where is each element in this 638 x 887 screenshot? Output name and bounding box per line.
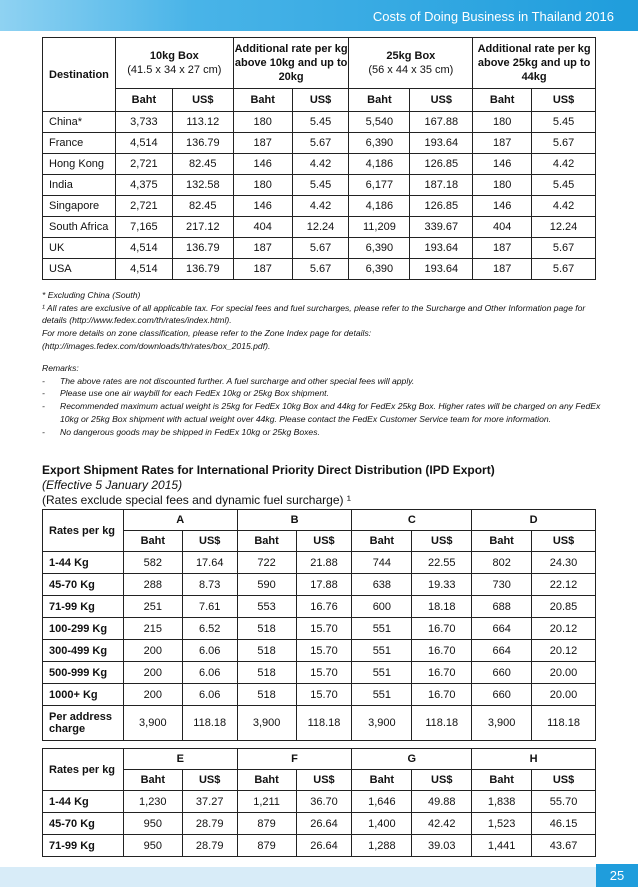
rate-cell: 5.45 — [532, 112, 596, 133]
currency-header: US$ — [532, 89, 596, 112]
rate-cell: 551 — [352, 640, 412, 662]
rate-cell: 15.70 — [296, 640, 352, 662]
group-title: 10kg Box — [149, 50, 199, 62]
section-title: Export Shipment Rates for International Priority Direct Distribution (IPD Export) — [42, 463, 495, 477]
footer-bar — [0, 867, 638, 887]
rate-cell: 590 — [237, 574, 296, 596]
remark-item: - Recommended maximum actual weight is 25kg for FedEx 10kg Box and 44kg for FedEx 25kg Box. Higher rates will be charged on any FedEx 10kg or 25kg Box shipment with actual weight over 44kg. Please contact the FedEx Customer Service team for more information. — [42, 400, 602, 425]
rate-cell: 638 — [352, 574, 412, 596]
remark-item: - The above rates are not discounted further. A fuel surcharge and other special fees will apply. — [42, 375, 602, 388]
rate-cell: 180 — [233, 112, 292, 133]
rate-cell: 6.52 — [182, 618, 237, 640]
table-row — [43, 706, 596, 741]
rate-cell: 4.42 — [292, 196, 349, 217]
footnote: (http://images.fedex.com/downloads/th/rates/box_2015.pdf). — [42, 340, 271, 351]
zone-header: H — [472, 749, 596, 770]
rate-cell: 12.24 — [292, 217, 349, 238]
table-row — [43, 640, 596, 662]
destination-cell: China* — [43, 112, 116, 133]
rate-cell: 5.45 — [532, 175, 596, 196]
currency-header: Baht — [233, 89, 292, 112]
rate-cell: 404 — [473, 217, 532, 238]
group-header — [349, 38, 473, 89]
rate-cell: 3,900 — [123, 706, 182, 741]
weight-band-label: 1-44 Kg — [43, 552, 124, 574]
rate-cell: 26.64 — [296, 813, 352, 835]
group-header — [233, 38, 349, 89]
weight-band-label: 71-99 Kg — [43, 596, 124, 618]
rate-cell: 4.42 — [532, 154, 596, 175]
rate-cell: 288 — [123, 574, 182, 596]
footnote: * Excluding China (South) — [42, 290, 141, 300]
rate-cell: 404 — [233, 217, 292, 238]
currency-header: US$ — [412, 531, 472, 552]
rate-cell: 16.70 — [412, 684, 472, 706]
table-row — [43, 112, 596, 133]
rate-cell: 17.88 — [296, 574, 352, 596]
rate-cell: 200 — [123, 684, 182, 706]
rate-cell: 16.70 — [412, 640, 472, 662]
rate-cell: 187 — [473, 259, 532, 280]
currency-header: US$ — [296, 531, 352, 552]
rate-cell: 3,900 — [237, 706, 296, 741]
table-row — [43, 684, 596, 706]
rate-cell: 5.67 — [292, 238, 349, 259]
weight-band-label: 1-44 Kg — [43, 791, 124, 813]
rate-cell: 16.76 — [296, 596, 352, 618]
rate-cell: 1,646 — [352, 791, 412, 813]
rate-cell: 187 — [233, 238, 292, 259]
page-number: 25 — [596, 864, 638, 887]
rate-cell: 187 — [473, 133, 532, 154]
rate-cell: 3,900 — [472, 706, 532, 741]
rate-cell: 339.67 — [410, 217, 473, 238]
rate-cell: 180 — [473, 175, 532, 196]
rate-cell: 688 — [472, 596, 532, 618]
section-effective-date: (Effective 5 January 2015) — [42, 478, 183, 492]
rate-cell: 49.88 — [412, 791, 472, 813]
remark-item: - No dangerous goods may be shipped in FedEx 10kg or 25kg Boxes. — [42, 426, 602, 439]
remarks-title: Remarks: — [42, 363, 79, 373]
rate-cell: 136.79 — [172, 238, 233, 259]
rate-cell: 15.70 — [296, 684, 352, 706]
currency-header: Baht — [352, 531, 412, 552]
table-row — [43, 662, 596, 684]
rate-cell: 22.12 — [532, 574, 596, 596]
rate-cell: 4,514 — [115, 238, 172, 259]
rate-cell: 5.67 — [292, 259, 349, 280]
rate-cell: 4,375 — [115, 175, 172, 196]
rate-cell: 12.24 — [532, 217, 596, 238]
table-row — [43, 618, 596, 640]
rates-per-kg-header: Rates per kg — [43, 749, 124, 791]
rate-cell: 6,390 — [349, 133, 410, 154]
rate-cell: 6,390 — [349, 259, 410, 280]
rate-cell: 28.79 — [182, 835, 237, 857]
table-row — [43, 574, 596, 596]
destination-cell: France — [43, 133, 116, 154]
currency-header: Baht — [473, 89, 532, 112]
zone-header: C — [352, 510, 472, 531]
rate-cell: 4,514 — [115, 133, 172, 154]
currency-header: Baht — [237, 770, 296, 791]
rate-cell: 118.18 — [296, 706, 352, 741]
rate-cell: 551 — [352, 662, 412, 684]
destination-cell: South Africa — [43, 217, 116, 238]
weight-band-label: 45-70 Kg — [43, 813, 124, 835]
rate-cell: 3,900 — [352, 706, 412, 741]
rate-cell: 5.67 — [532, 133, 596, 154]
table-row — [43, 217, 596, 238]
rate-cell: 664 — [472, 640, 532, 662]
rate-cell: 20.12 — [532, 640, 596, 662]
remarks — [42, 362, 602, 438]
rate-cell: 37.27 — [182, 791, 237, 813]
rate-cell: 193.64 — [410, 238, 473, 259]
rate-cell: 193.64 — [410, 259, 473, 280]
destination-cell: USA — [43, 259, 116, 280]
group-header — [115, 38, 233, 89]
rate-cell: 5.45 — [292, 175, 349, 196]
table-row — [43, 154, 596, 175]
zone-header: E — [123, 749, 237, 770]
footnote: For more details on zone classification, please refer to the Zone Index page for details: — [42, 328, 372, 339]
footnotes — [42, 289, 602, 353]
rate-cell: 20.85 — [532, 596, 596, 618]
rate-cell: 4,186 — [349, 154, 410, 175]
table-row — [43, 596, 596, 618]
rate-cell: 15.70 — [296, 662, 352, 684]
currency-header: US$ — [182, 531, 237, 552]
rate-cell: 879 — [237, 835, 296, 857]
rate-cell: 802 — [472, 552, 532, 574]
rate-cell: 1,838 — [472, 791, 532, 813]
rate-cell: 6.06 — [182, 684, 237, 706]
rate-cell: 146 — [473, 196, 532, 217]
rate-cell: 82.45 — [172, 196, 233, 217]
destination-cell: UK — [43, 238, 116, 259]
destination-cell: Hong Kong — [43, 154, 116, 175]
rate-cell: 15.70 — [296, 618, 352, 640]
table-row — [43, 175, 596, 196]
rate-cell: 16.70 — [412, 618, 472, 640]
ipd-rates-table-e-h — [42, 748, 596, 857]
table-row — [43, 813, 596, 835]
rate-cell: 193.64 — [410, 133, 473, 154]
table-row — [43, 259, 596, 280]
currency-header: Baht — [237, 531, 296, 552]
weight-band-label: 1000+ Kg — [43, 684, 124, 706]
rate-cell: 180 — [233, 175, 292, 196]
rate-cell: 113.12 — [172, 112, 233, 133]
weight-band-label: 100-299 Kg — [43, 618, 124, 640]
rate-cell: 6.06 — [182, 662, 237, 684]
rate-cell: 187 — [233, 133, 292, 154]
rate-cell: 20.00 — [532, 662, 596, 684]
rate-cell: 118.18 — [412, 706, 472, 741]
rate-cell: 5.67 — [532, 238, 596, 259]
destination-header: Destination — [43, 38, 116, 112]
rate-cell: 950 — [123, 835, 182, 857]
rate-cell: 722 — [237, 552, 296, 574]
rate-cell: 19.33 — [412, 574, 472, 596]
weight-band-label: 300-499 Kg — [43, 640, 124, 662]
rate-cell: 1,288 — [352, 835, 412, 857]
rate-cell: 11,209 — [349, 217, 410, 238]
rate-cell: 660 — [472, 684, 532, 706]
rate-cell: 16.70 — [412, 662, 472, 684]
rate-cell: 215 — [123, 618, 182, 640]
table-row — [43, 552, 596, 574]
rate-cell: 664 — [472, 618, 532, 640]
rate-cell: 518 — [237, 618, 296, 640]
rate-cell: 187 — [233, 259, 292, 280]
rate-cell: 6.06 — [182, 640, 237, 662]
rate-cell: 551 — [352, 684, 412, 706]
rate-cell: 879 — [237, 813, 296, 835]
rate-cell: 200 — [123, 640, 182, 662]
rate-cell: 146 — [233, 196, 292, 217]
footnote: ¹ All rates are exclusive of all applicable tax. For special fees and fuel surcharges, please refer to the Surcharge and Other Information page for details (http://www.fedex.com/th/rates/index.html). — [42, 302, 586, 326]
rate-cell: 17.64 — [182, 552, 237, 574]
currency-header: Baht — [123, 531, 182, 552]
rate-cell: 6,390 — [349, 238, 410, 259]
group-title: 25kg Box — [386, 50, 436, 62]
group-title: Additional rate per kg above 10kg and up to 20kg — [234, 43, 348, 83]
remark-item: - Please use one air waybill for each FedEx 10kg or 25kg Box shipment. — [42, 387, 602, 400]
destination-cell: Singapore — [43, 196, 116, 217]
rate-cell: 551 — [352, 618, 412, 640]
rate-cell: 2,721 — [115, 154, 172, 175]
group-subtitle: (41.5 x 34 x 27 cm) — [127, 64, 222, 76]
table-row — [43, 835, 596, 857]
table-row — [43, 196, 596, 217]
rate-cell: 553 — [237, 596, 296, 618]
currency-header: US$ — [182, 770, 237, 791]
zone-header: A — [123, 510, 237, 531]
table-row — [43, 133, 596, 154]
rate-cell: 5.67 — [532, 259, 596, 280]
rate-cell: 3,733 — [115, 112, 172, 133]
rate-cell: 22.55 — [412, 552, 472, 574]
rate-cell: 4.42 — [532, 196, 596, 217]
rate-cell: 28.79 — [182, 813, 237, 835]
zone-header: B — [237, 510, 352, 531]
rate-cell: 24.30 — [532, 552, 596, 574]
rate-cell: 146 — [233, 154, 292, 175]
rate-cell: 518 — [237, 684, 296, 706]
rate-cell: 1,523 — [472, 813, 532, 835]
header-bar — [0, 0, 638, 31]
rate-cell: 26.64 — [296, 835, 352, 857]
weight-band-label: 500-999 Kg — [43, 662, 124, 684]
currency-header: Baht — [352, 770, 412, 791]
section-note: (Rates exclude special fees and dynamic fuel surcharge) ¹ — [42, 493, 351, 507]
rate-cell: 187.18 — [410, 175, 473, 196]
rate-cell: 126.85 — [410, 196, 473, 217]
rate-cell: 118.18 — [532, 706, 596, 741]
rate-cell: 6,177 — [349, 175, 410, 196]
table-row — [43, 238, 596, 259]
currency-header: Baht — [472, 531, 532, 552]
rate-cell: 20.00 — [532, 684, 596, 706]
rate-cell: 217.12 — [172, 217, 233, 238]
rate-cell: 136.79 — [172, 259, 233, 280]
rates-per-kg-header: Rates per kg — [43, 510, 124, 552]
currency-header: Baht — [349, 89, 410, 112]
group-subtitle: (56 x 44 x 35 cm) — [368, 64, 454, 76]
rate-cell: 55.70 — [532, 791, 596, 813]
rate-cell: 126.85 — [410, 154, 473, 175]
currency-header: Baht — [123, 770, 182, 791]
table-row — [43, 791, 596, 813]
rate-cell: 18.18 — [412, 596, 472, 618]
currency-header: US$ — [292, 89, 349, 112]
rate-cell: 1,441 — [472, 835, 532, 857]
group-title: Additional rate per kg above 25kg and up to 44kg — [477, 43, 591, 83]
rate-cell: 187 — [473, 238, 532, 259]
rate-cell: 20.12 — [532, 618, 596, 640]
rate-cell: 46.15 — [532, 813, 596, 835]
rate-cell: 136.79 — [172, 133, 233, 154]
document-title: Costs of Doing Business in Thailand 2016 — [372, 9, 614, 24]
rate-cell: 5.67 — [292, 133, 349, 154]
rate-cell: 8.73 — [182, 574, 237, 596]
rate-cell: 36.70 — [296, 791, 352, 813]
rate-cell: 730 — [472, 574, 532, 596]
weight-band-label: 71-99 Kg — [43, 835, 124, 857]
rate-cell: 82.45 — [172, 154, 233, 175]
rate-cell: 518 — [237, 662, 296, 684]
rate-cell: 5.45 — [292, 112, 349, 133]
currency-header: US$ — [172, 89, 233, 112]
rate-cell: 600 — [352, 596, 412, 618]
rate-cell: 4,186 — [349, 196, 410, 217]
rate-cell: 1,211 — [237, 791, 296, 813]
rate-cell: 518 — [237, 640, 296, 662]
ipd-rates-table-a-d — [42, 509, 596, 741]
rate-cell: 132.58 — [172, 175, 233, 196]
rate-cell: 582 — [123, 552, 182, 574]
destination-cell: India — [43, 175, 116, 196]
rate-cell: 200 — [123, 662, 182, 684]
rate-cell: 251 — [123, 596, 182, 618]
rate-cell: 1,400 — [352, 813, 412, 835]
rate-cell: 118.18 — [182, 706, 237, 741]
rate-cell: 42.42 — [412, 813, 472, 835]
rate-cell: 4,514 — [115, 259, 172, 280]
rate-cell: 167.88 — [410, 112, 473, 133]
group-header — [473, 38, 596, 89]
weight-band-label: Per address charge — [43, 706, 124, 741]
rate-cell: 146 — [473, 154, 532, 175]
rate-cell: 21.88 — [296, 552, 352, 574]
zone-header: D — [472, 510, 596, 531]
currency-header: US$ — [410, 89, 473, 112]
currency-header: US$ — [532, 531, 596, 552]
box-rates-table — [42, 37, 596, 280]
rate-cell: 4.42 — [292, 154, 349, 175]
rate-cell: 2,721 — [115, 196, 172, 217]
weight-band-label: 45-70 Kg — [43, 574, 124, 596]
currency-header: US$ — [532, 770, 596, 791]
rate-cell: 660 — [472, 662, 532, 684]
currency-header: Baht — [472, 770, 532, 791]
zone-header: G — [352, 749, 472, 770]
currency-header: Baht — [115, 89, 172, 112]
rate-cell: 180 — [473, 112, 532, 133]
rate-cell: 43.67 — [532, 835, 596, 857]
rate-cell: 5,540 — [349, 112, 410, 133]
currency-header: US$ — [296, 770, 352, 791]
rate-cell: 7,165 — [115, 217, 172, 238]
rate-cell: 744 — [352, 552, 412, 574]
zone-header: F — [237, 749, 352, 770]
rate-cell: 7.61 — [182, 596, 237, 618]
rate-cell: 39.03 — [412, 835, 472, 857]
currency-header: US$ — [412, 770, 472, 791]
rate-cell: 950 — [123, 813, 182, 835]
rate-cell: 1,230 — [123, 791, 182, 813]
